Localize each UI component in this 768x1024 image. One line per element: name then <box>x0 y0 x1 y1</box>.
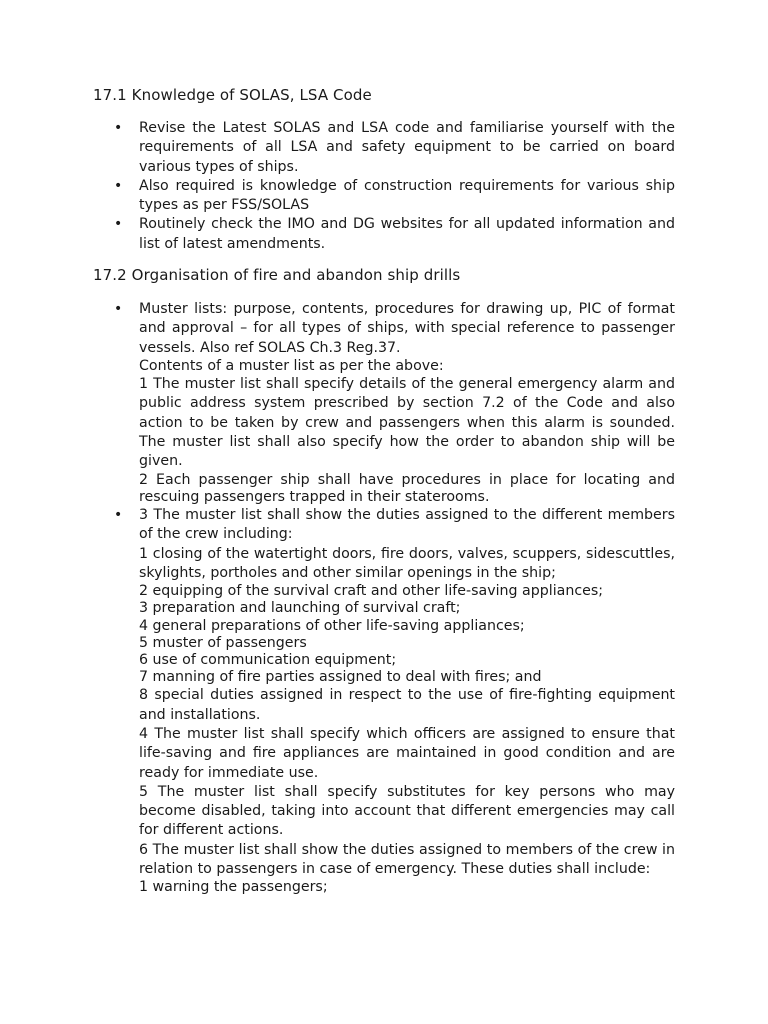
duty-4: 4 general preparations of other life-saving appliances; <box>139 617 525 634</box>
bullet-icon: • <box>114 506 123 523</box>
list-item <box>93 506 675 897</box>
section-17-2-list <box>93 300 675 897</box>
muster-para-5: 5 The muster list shall specify substitutes for key persons who may become disabled, taking into account that different emergencies may call for different actions. <box>139 783 675 839</box>
bullet-icon: • <box>114 177 123 194</box>
muster-para-4: 4 The muster list shall specify which officers are assigned to ensure that life-saving and fire appliances are maintained in good condition and are ready for immediate use. <box>139 725 675 781</box>
list-item-text: Revise the Latest SOLAS and LSA code and familiarise yourself with the requirements of all LSA and safety equipment to be carried on board various types of ships. <box>139 120 675 175</box>
list-item-text: Also required is knowledge of construction requirements for various ship types as per FSS/SOLAS <box>139 177 675 214</box>
list-item-text: Routinely check the IMO and DG websites for all updated information and list of latest amendments. <box>139 216 675 252</box>
duty-8: 8 special duties assigned in respect to the use of fire-fighting equipment and installations. <box>139 687 675 723</box>
muster-para-6: 6 The muster list shall show the duties assigned to members of the crew in relation to passengers in case of emergency. These duties shall include: <box>139 841 675 878</box>
duty-3: 3 preparation and launching of survival craft; <box>139 600 461 617</box>
duty-2: 2 equipping of the survival craft and other life-saving appliances; <box>139 583 604 600</box>
muster-para-2: 2 Each passenger ship shall have procedures in place for locating and rescuing passengers trapped in their staterooms. <box>139 471 675 505</box>
muster-para-3: 3 The muster list shall show the duties assigned to the different members of the crew including: <box>139 506 675 543</box>
section-17-1-list <box>93 119 675 254</box>
list-item <box>93 215 675 254</box>
muster-list-lead: Muster lists: purpose, contents, procedures for drawing up, PIC of format and approval – for all types of ships, with special reference to passenger vessels. Also ref SOLAS Ch.3 Reg.37. <box>139 301 675 356</box>
contents-heading: Contents of a muster list as per the above: <box>139 357 444 374</box>
list-item <box>93 300 675 506</box>
section-heading-17-1: 17.1 Knowledge of SOLAS, LSA Code <box>93 86 372 104</box>
list-item <box>93 177 675 216</box>
section-heading-17-2: 17.2 Organisation of fire and abandon ship drills <box>93 266 461 284</box>
bullet-icon: • <box>114 216 123 233</box>
bullet-icon: • <box>114 301 123 317</box>
duty-1: 1 closing of the watertight doors, fire doors, valves, scuppers, sidescuttles, skylights, portholes and other similar openings in the ship; <box>139 545 675 581</box>
bullet-icon: • <box>114 120 123 136</box>
duty-6: 6 use of communication equipment; <box>139 651 397 668</box>
list-item <box>93 119 675 177</box>
muster-sub-1: 1 warning the passengers; <box>139 879 328 896</box>
duty-5: 5 muster of passengers <box>139 634 307 651</box>
duty-7: 7 manning of fire parties assigned to deal with fires; and <box>139 669 542 686</box>
muster-para-1: 1 The muster list shall specify details of the general emergency alarm and public address system prescribed by section 7.2 of the Code and also action to be taken by crew and passengers when this alarm is sounded. The muster list shall also specify how the order to abandon ship will be given. <box>139 376 675 470</box>
